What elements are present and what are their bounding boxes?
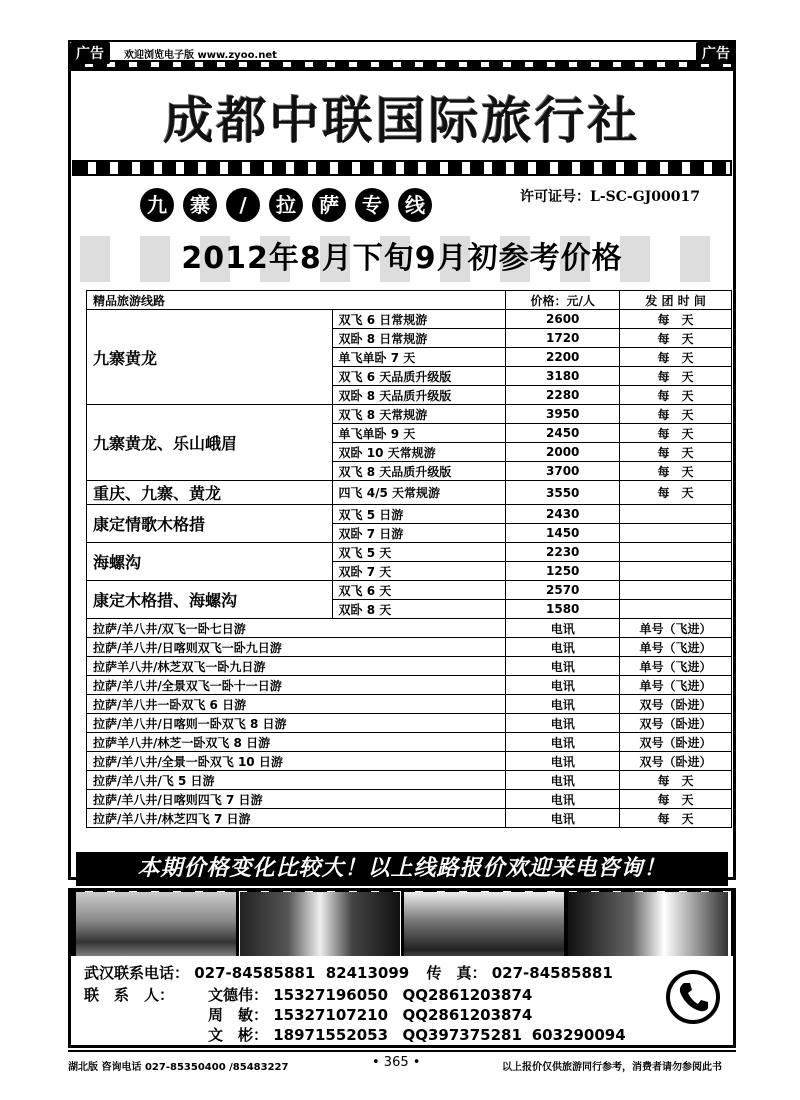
table-row [87, 714, 732, 733]
lhasa-price: 电讯 [506, 619, 620, 638]
route-subtitle [140, 188, 500, 228]
lhasa-price: 电讯 [506, 695, 620, 714]
header-route: 精品旅游线路 [87, 291, 506, 310]
route-item: 双飞 6 天 [332, 581, 506, 600]
contact-person-row [208, 984, 532, 1005]
person-phone: 15327196050 [273, 986, 389, 1004]
lhasa-departure: 每 天 [620, 771, 732, 790]
page-number: • 365 • [372, 1055, 421, 1070]
route-price: 2430 [506, 505, 620, 524]
lhasa-route: 拉萨/羊八井/双飞一卧七日游 [87, 619, 506, 638]
table-row [87, 809, 732, 828]
route-item: 双卧 8 天 [332, 600, 506, 619]
lhasa-departure: 单号（飞进） [620, 619, 732, 638]
person-name: 文德伟： [208, 986, 269, 1004]
lhasa-departure: 单号（飞进） [620, 638, 732, 657]
route-departure [620, 581, 732, 600]
slogan-banner: 本期价格变化比较大！以上线路报价欢迎来电咨询！ [76, 852, 728, 886]
route-departure [620, 505, 732, 524]
lhasa-route: 拉萨/羊八井/日喀则双飞一卧九日游 [87, 638, 506, 657]
title-film-strip [72, 160, 732, 176]
route-price: 3950 [506, 405, 620, 424]
person-qq: QQ2861203874 [402, 986, 533, 1004]
table-row [87, 581, 732, 600]
route-departure: 每 天 [620, 443, 732, 462]
subtitle-char: 拉 [269, 188, 303, 222]
lhasa-departure: 双号（卧进） [620, 752, 732, 771]
lhasa-route: 拉萨/羊八井一卧双飞 6 日游 [87, 695, 506, 714]
lhasa-route: 拉萨/羊八井/飞 5 日游 [87, 771, 506, 790]
fax-number: 027-84585881 [491, 964, 613, 982]
table-row [87, 638, 732, 657]
person-name: 周 敏： [208, 1006, 269, 1024]
person-qq: QQ397375281 [402, 1026, 522, 1044]
contact-person-label: 联 系 人： [84, 986, 175, 1004]
lhasa-route: 拉萨/羊八井/全景一卧双飞 10 日游 [87, 752, 506, 771]
subtitle-char: 九 [140, 188, 174, 222]
subtitle-char: 寨 [183, 188, 217, 222]
table-row [87, 676, 732, 695]
lhasa-price: 电讯 [506, 676, 620, 695]
route-price: 2280 [506, 386, 620, 405]
contact-person-row [208, 1004, 532, 1025]
route-price: 2000 [506, 443, 620, 462]
license-number: 许可证号：L-SC-GJ00017 [520, 189, 701, 205]
lhasa-price: 电讯 [506, 771, 620, 790]
lhasa-departure: 单号（飞进） [620, 657, 732, 676]
route-departure: 每 天 [620, 329, 732, 348]
waterfall-photo [568, 892, 728, 964]
lhasa-departure: 双号（卧进） [620, 714, 732, 733]
route-item: 双飞 8 天品质升级版 [332, 462, 506, 481]
header-date: 发 团 时 间 [620, 291, 732, 310]
contact-person-row [208, 1024, 626, 1045]
route-departure: 每 天 [620, 462, 732, 481]
route-item: 双卧 8 日常规游 [332, 329, 506, 348]
fax-label: 传 真： [426, 964, 487, 982]
lhasa-price: 电讯 [506, 714, 620, 733]
subtitle-char: 专 [355, 188, 389, 222]
table-row [87, 657, 732, 676]
person-phone: 18971552053 [273, 1026, 389, 1044]
route-item: 双飞 8 天常规游 [332, 405, 506, 424]
contact-phone-row [84, 962, 613, 983]
route-departure [620, 543, 732, 562]
route-price: 3550 [506, 481, 620, 505]
lake-photo [404, 892, 564, 964]
route-item: 双飞 5 日游 [332, 505, 506, 524]
person-extra: 603290094 [531, 1026, 626, 1044]
lhasa-departure: 双号（卧进） [620, 733, 732, 752]
table-row [87, 505, 732, 524]
route-price: 1720 [506, 329, 620, 348]
route-departure: 每 天 [620, 424, 732, 443]
agency-title: 成都中联国际旅行社 [163, 92, 641, 150]
person-qq: QQ2861203874 [402, 1006, 533, 1024]
route-price: 2600 [506, 310, 620, 329]
subtitle-char: 线 [398, 188, 432, 222]
route-price: 1580 [506, 600, 620, 619]
lhasa-price: 电讯 [506, 752, 620, 771]
lhasa-price: 电讯 [506, 657, 620, 676]
route-item: 双卧 7 天 [332, 562, 506, 581]
welcome-text: 欢迎浏览电子版 www.zyoo.net [124, 50, 277, 61]
route-price: 2230 [506, 543, 620, 562]
route-price: 2570 [506, 581, 620, 600]
route-item: 四飞 4/5 天常规游 [332, 481, 506, 505]
route-departure [620, 562, 732, 581]
route-price: 2450 [506, 424, 620, 443]
route-departure: 每 天 [620, 348, 732, 367]
table-row [87, 790, 732, 809]
route-price: 1450 [506, 524, 620, 543]
lhasa-route: 拉萨/羊八井/日喀则四飞 7 日游 [87, 790, 506, 809]
lhasa-route: 拉萨羊八井/林芝一卧双飞 8 日游 [87, 733, 506, 752]
route-departure: 每 天 [620, 405, 732, 424]
footer-left: 湖北版 咨询电话 027-85350400 /85483227 [68, 1062, 289, 1073]
route-item: 单飞单卧 9 天 [332, 424, 506, 443]
route-departure [620, 600, 732, 619]
route-departure: 每 天 [620, 367, 732, 386]
table-row [87, 310, 732, 329]
route-group-name: 康定情歌木格措 [87, 505, 333, 543]
route-departure: 每 天 [620, 386, 732, 405]
lhasa-route: 拉萨/羊八井/日喀则一卧双飞 8 日游 [87, 714, 506, 733]
subtitle-char: 萨 [312, 188, 346, 222]
lhasa-price: 电讯 [506, 790, 620, 809]
lhasa-departure: 每 天 [620, 809, 732, 828]
subtitle-char: / [226, 188, 260, 222]
ad-label-left: 广告 [70, 42, 110, 64]
route-item: 双卧 8 天品质升级版 [332, 386, 506, 405]
route-item: 双飞 5 天 [332, 543, 506, 562]
price-table [86, 290, 732, 828]
route-group-name: 重庆、九寨、黄龙 [87, 481, 333, 505]
table-row [87, 771, 732, 790]
header-price: 价格：元/人 [506, 291, 620, 310]
table-row [87, 543, 732, 562]
route-price: 3180 [506, 367, 620, 386]
route-item: 单飞单卧 7 天 [332, 348, 506, 367]
phone-icon [666, 970, 720, 1024]
lhasa-departure: 双号（卧进） [620, 695, 732, 714]
waterfall-photo [240, 892, 400, 964]
route-price: 2200 [506, 348, 620, 367]
footer-rule [68, 1050, 736, 1052]
lhasa-departure: 单号（飞进） [620, 676, 732, 695]
scenery-photo [76, 892, 236, 964]
table-row [87, 405, 732, 424]
route-item: 双飞 6 天品质升级版 [332, 367, 506, 386]
table-row [87, 481, 732, 505]
footer-right: 以上报价仅供旅游同行参考，消费者请勿参阅此书 [502, 1062, 722, 1073]
phone-label: 武汉联系电话： [84, 964, 190, 982]
phone-number: 027-84585881 82413099 [194, 964, 410, 982]
table-row [87, 619, 732, 638]
lhasa-price: 电讯 [506, 809, 620, 828]
route-item: 双卧 10 天常规游 [332, 443, 506, 462]
lhasa-route: 拉萨/羊八井/林芝四飞 7 日游 [87, 809, 506, 828]
route-item: 双飞 6 日常规游 [332, 310, 506, 329]
route-group-name: 康定木格措、海螺沟 [87, 581, 333, 619]
route-price: 1250 [506, 562, 620, 581]
table-row [87, 695, 732, 714]
route-departure [620, 524, 732, 543]
lhasa-departure: 每 天 [620, 790, 732, 809]
lhasa-price: 电讯 [506, 638, 620, 657]
route-departure: 每 天 [620, 481, 732, 505]
photo-strip [76, 892, 728, 964]
lhasa-route: 拉萨/羊八井/全景双飞一卧十一日游 [87, 676, 506, 695]
route-group-name: 九寨黄龙、乐山峨眉 [87, 405, 333, 481]
ad-label-right: 广告 [696, 42, 736, 64]
route-item: 双卧 7 日游 [332, 524, 506, 543]
person-phone: 15327107210 [273, 1006, 389, 1024]
table-row [87, 752, 732, 771]
lhasa-route: 拉萨羊八井/林芝双飞一卧九日游 [87, 657, 506, 676]
price-banner: 2012年8月下旬9月初参考价格 [80, 236, 724, 282]
person-name: 文 彬： [208, 1026, 269, 1044]
table-row [87, 733, 732, 752]
route-group-name: 海螺沟 [87, 543, 333, 581]
lhasa-price: 电讯 [506, 733, 620, 752]
route-price: 3700 [506, 462, 620, 481]
route-group-name: 九寨黄龙 [87, 310, 333, 405]
route-departure: 每 天 [620, 310, 732, 329]
